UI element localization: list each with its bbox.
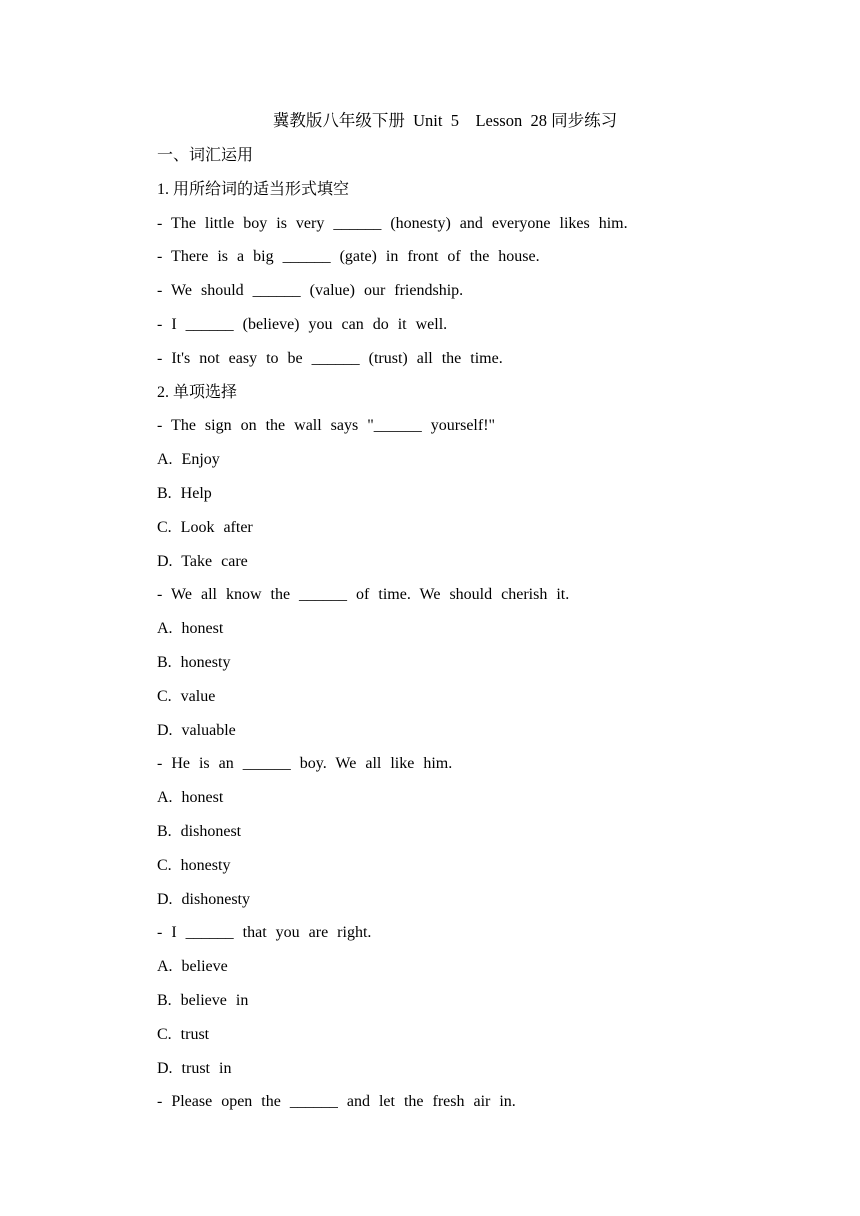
fill-in-question-4: - I ______ (believe) you can do it well. [157,315,448,333]
mc-option: C. Look after [157,518,253,536]
mc-option: B. Help [157,484,212,502]
subsection-heading-fill-in: 1. 用所给词的适当形式填空 [157,180,350,198]
document-body [157,145,797,1125]
mc-question-5: - Please open the ______ and let the fresh air in. [157,1093,516,1111]
fill-in-question-3: - We should ______ (value) our friendship. [157,282,464,300]
fill-in-question-1: - The little boy is very ______ (honesty) and everyone likes him. [157,214,628,232]
mc-option: D. valuable [157,721,236,739]
mc-question-3: - He is an ______ boy. We all like him. [157,755,453,773]
mc-question-4: - I ______ that you are right. [157,924,372,942]
mc-question-2: - We all know the ______ of time. We should cherish it. [157,586,570,604]
mc-option: C. honesty [157,856,231,874]
mc-option: A. believe [157,958,228,976]
document-title: 冀教版八年级下册 Unit 5 Lesson 28 同步练习 [272,111,618,130]
fill-in-question-2: - There is a big ______ (gate) in front of the house. [157,248,540,266]
mc-option: B. honesty [157,653,231,671]
mc-option: C. trust [157,1025,210,1043]
mc-option: D. dishonesty [157,890,250,908]
mc-option: B. believe in [157,991,249,1009]
mc-option: A. honest [157,789,224,807]
fill-in-question-5: - It's not easy to be ______ (trust) all the time. [157,349,503,367]
subsection-heading-multiple-choice: 2. 单项选择 [157,383,238,401]
section-heading-vocabulary: 一、词汇运用 [157,147,254,164]
mc-option: B. dishonest [157,822,242,840]
mc-option: D. Take care [157,552,248,570]
mc-option: C. value [157,687,216,705]
mc-option: A. honest [157,620,224,638]
mc-question-1: - The sign on the wall says "______ yourself!" [157,417,496,435]
mc-option: A. Enjoy [157,451,220,469]
mc-option: D. trust in [157,1059,232,1077]
